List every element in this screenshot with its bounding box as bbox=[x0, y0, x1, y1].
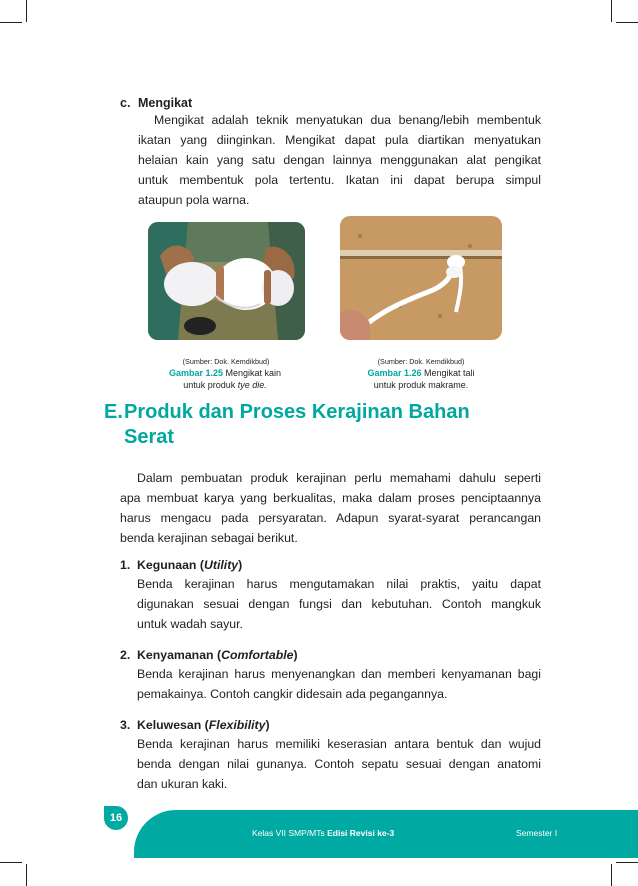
section-title-line: Serat bbox=[124, 426, 175, 448]
list-item-number: 2. bbox=[120, 648, 131, 662]
list-item-title-text: Keluwesan ( bbox=[137, 718, 209, 732]
paragraph-line: apa membuat karya yang berkualitas, maka dalam proses penciptaannya bbox=[120, 491, 541, 505]
subsection-title: Mengikat bbox=[138, 96, 193, 110]
paragraph-line: Mengikat adalah teknik menyatukan dua benang/lebih membentuk bbox=[154, 113, 541, 127]
section-letter: E. bbox=[104, 401, 123, 423]
list-item-body bbox=[137, 734, 541, 794]
paragraph-line: harus mengacu pada persyaratan. Adapun syarat-syarat perancangan bbox=[120, 511, 541, 525]
paragraph-line: pemakainya. Contoh cangkir didesain ada pegangannya. bbox=[137, 687, 448, 701]
paragraph-line: Benda kerajinan harus mengutamakan nilai praktis, yaitu dapat bbox=[137, 577, 541, 591]
paragraph-line: benda kerajinan sebagai berikut. bbox=[120, 531, 298, 545]
subsection-heading bbox=[120, 96, 192, 110]
section-heading bbox=[104, 400, 544, 450]
figure-caption bbox=[140, 367, 310, 391]
figure-label: Gambar 1.26 bbox=[367, 368, 422, 378]
intro-paragraph bbox=[120, 468, 541, 548]
paragraph-line: untuk wadah sayur. bbox=[137, 617, 243, 631]
list-item-title-close: ) bbox=[265, 718, 270, 732]
figure-text: untuk produk bbox=[183, 380, 236, 390]
photo-tie-dye-binding bbox=[148, 222, 305, 340]
list-item-body bbox=[137, 664, 541, 704]
subsection-letter: c. bbox=[120, 96, 131, 110]
list-item-title bbox=[120, 558, 242, 572]
paragraph-line: dan ukuran kaki. bbox=[137, 777, 228, 791]
paragraph-line: Benda kerajinan harus menyenangkan dan memberi kenyamanan bagi bbox=[137, 667, 541, 681]
list-item-title-text: Kegunaan ( bbox=[137, 558, 204, 572]
paragraph-line: ataupun pola warna. bbox=[138, 193, 250, 207]
paragraph-line: helaian kain yang satu dengan lainnya menggunakan alat pengikat bbox=[138, 153, 541, 167]
paragraph-line: untuk membentuk pola tertentu. Ikatan ini dapat berupa simpul bbox=[138, 173, 541, 187]
footer-semester: Semester I bbox=[516, 828, 558, 838]
subsection-paragraph bbox=[138, 110, 541, 210]
paragraph-line: Dalam pembuatan produk kerajinan perlu memahami dahulu seperti bbox=[137, 471, 541, 485]
section-title-line: Produk dan Proses Kerajinan Bahan bbox=[124, 401, 470, 423]
crop-mark bbox=[616, 862, 638, 863]
list-item-title-emphasis: Flexibility bbox=[208, 718, 266, 732]
figure-label: Gambar 1.25 bbox=[168, 368, 223, 378]
list-item-title-emphasis: Utility bbox=[203, 558, 239, 572]
list-item-number: 3. bbox=[120, 718, 131, 732]
photo-macrame-knot bbox=[340, 216, 502, 340]
figure-text: Mengikat kain bbox=[225, 368, 282, 378]
figure-source: (Sumber: Dok. Kemdikbud) bbox=[182, 357, 270, 366]
list-item-title-close: ) bbox=[293, 648, 298, 662]
paragraph-line: ikatan yang diinginkan. Mengikat dapat pula diartikan menyatukan bbox=[138, 133, 541, 147]
crop-mark bbox=[0, 862, 22, 863]
figure-emphasis: tye die. bbox=[237, 380, 267, 390]
list-item-title-close: ) bbox=[238, 558, 243, 572]
list-item-title bbox=[120, 648, 298, 662]
paragraph-line: digunakan sesuai dengan fungsi dan kebutuhan. Contoh mangkuk bbox=[137, 597, 541, 611]
figure-caption bbox=[336, 367, 506, 391]
crop-mark bbox=[26, 0, 27, 22]
crop-mark bbox=[0, 22, 22, 23]
footer-book-title bbox=[252, 828, 394, 838]
footer-book-edition: Edisi Revisi ke-3 bbox=[327, 828, 395, 838]
figure-text: Mengikat tali bbox=[424, 368, 475, 378]
crop-mark bbox=[611, 0, 612, 22]
paragraph-line: benda dengan nilai gunanya. Contoh sepatu sesuai dengan anatomi bbox=[137, 757, 541, 771]
footer-book-prefix: Kelas VII SMP/MTs bbox=[252, 828, 328, 838]
crop-mark bbox=[611, 864, 612, 886]
list-item-title-text: Kenyamanan ( bbox=[137, 648, 222, 662]
list-item-title bbox=[120, 718, 270, 732]
figure-text: untuk produk makrame. bbox=[373, 380, 469, 390]
crop-mark bbox=[616, 22, 638, 23]
figure-source: (Sumber: Dok. Kemdikbud) bbox=[377, 357, 465, 366]
page-number: 16 bbox=[104, 806, 128, 830]
crop-mark bbox=[26, 864, 27, 886]
list-item-title-emphasis: Comfortable bbox=[221, 648, 294, 662]
paragraph-line: Benda kerajinan harus memiliki keserasian antara bentuk dan wujud bbox=[137, 737, 541, 751]
list-item-body bbox=[137, 574, 541, 634]
list-item-number: 1. bbox=[120, 558, 131, 572]
